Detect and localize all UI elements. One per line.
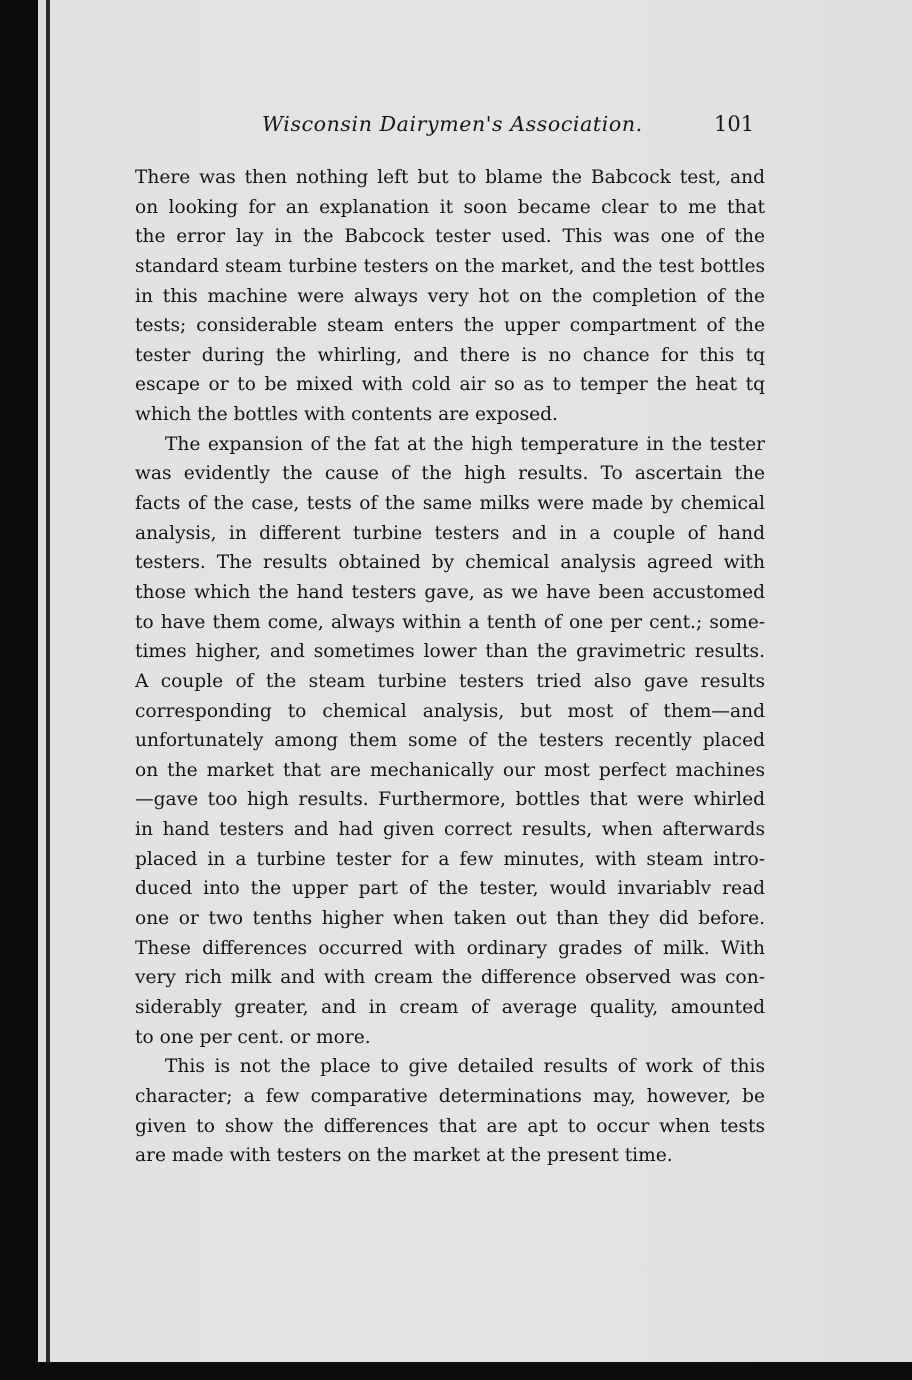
text-line: standard steam turbine testers on the market, and the test bottles (135, 255, 765, 277)
text-line: duced into the upper part of the tester, would invariablv read (135, 878, 765, 900)
text-line: which the bottles with contents are exposed. (135, 404, 558, 426)
text-line: There was then nothing left but to blame the Babcock test, and (135, 167, 765, 188)
text-line: siderably greater, and in cream of average quality, amounted (135, 996, 765, 1018)
binding-edge (46, 0, 50, 1362)
text-line: analysis, in different turbine testers and in a couple of hand (135, 522, 765, 544)
text-line: on looking for an explanation it soon became clear to me that (135, 196, 765, 218)
text-line: This is not the place to give detailed results of work of this (165, 1056, 765, 1078)
text-line: facts of the case, tests of the same milks were made by chemical (135, 493, 765, 515)
page-header (0, 112, 912, 142)
text-line: times higher, and sometimes lower than the gravimetric results. (135, 641, 765, 663)
text-line: on the market that are mechanically our most perfect machines (135, 759, 765, 781)
page-number: 101 (714, 112, 755, 136)
text-line: testers. The results obtained by chemical analysis agreed with (135, 552, 765, 574)
text-line: —gave too high results. Furthermore, bottles that were whirled (135, 789, 765, 811)
text-line: A couple of the steam turbine testers tried also gave results (135, 670, 765, 692)
text-line: These differences occurred with ordinary grades of milk. With (135, 937, 765, 959)
text-line: unfortunately among them some of the testers recently placed (135, 730, 765, 752)
text-line: the error lay in the Babcock tester used. This was one of the (135, 226, 765, 248)
text-line: those which the hand testers gave, as we have been accustomed (135, 581, 765, 603)
text-line: corresponding to chemical analysis, but most of them—and (135, 700, 765, 722)
text-line: tester during the whirling, and there is no chance for this tq (135, 344, 765, 366)
text-line: was evidently the cause of the high results. To ascertain the (135, 463, 765, 485)
running-title: Wisconsin Dairymen's Association. (262, 112, 643, 136)
text-line: tests; considerable steam enters the upper compartment of the (135, 315, 765, 337)
paragraph (135, 1052, 765, 1171)
text-line: in hand testers and had given correct results, when afterwards (135, 819, 765, 841)
text-line: one or two tenths higher when taken out than they did before. (135, 908, 765, 930)
text-line: in this machine were always very hot on the completion of the (135, 285, 765, 307)
body-text (135, 163, 765, 1171)
paragraph (135, 163, 765, 430)
text-line: escape or to be mixed with cold air so as to temper the heat tq (135, 374, 765, 396)
text-line: placed in a turbine tester for a few minutes, with steam intro- (135, 848, 765, 870)
text-line: very rich milk and with cream the difference observed was con- (135, 967, 765, 989)
text-line: are made with testers on the market at the present time. (135, 1145, 673, 1167)
text-line: character; a few comparative determinations may, however, be (135, 1085, 765, 1107)
paragraph (135, 430, 765, 1052)
text-line: to one per cent. or more. (135, 1026, 371, 1048)
text-line: given to show the differences that are apt to occur when tests (135, 1115, 765, 1137)
text-line: to have them come, always within a tenth of one per cent.; some- (135, 611, 765, 633)
text-line: The expansion of the fat at the high temperature in the tester (165, 433, 765, 455)
